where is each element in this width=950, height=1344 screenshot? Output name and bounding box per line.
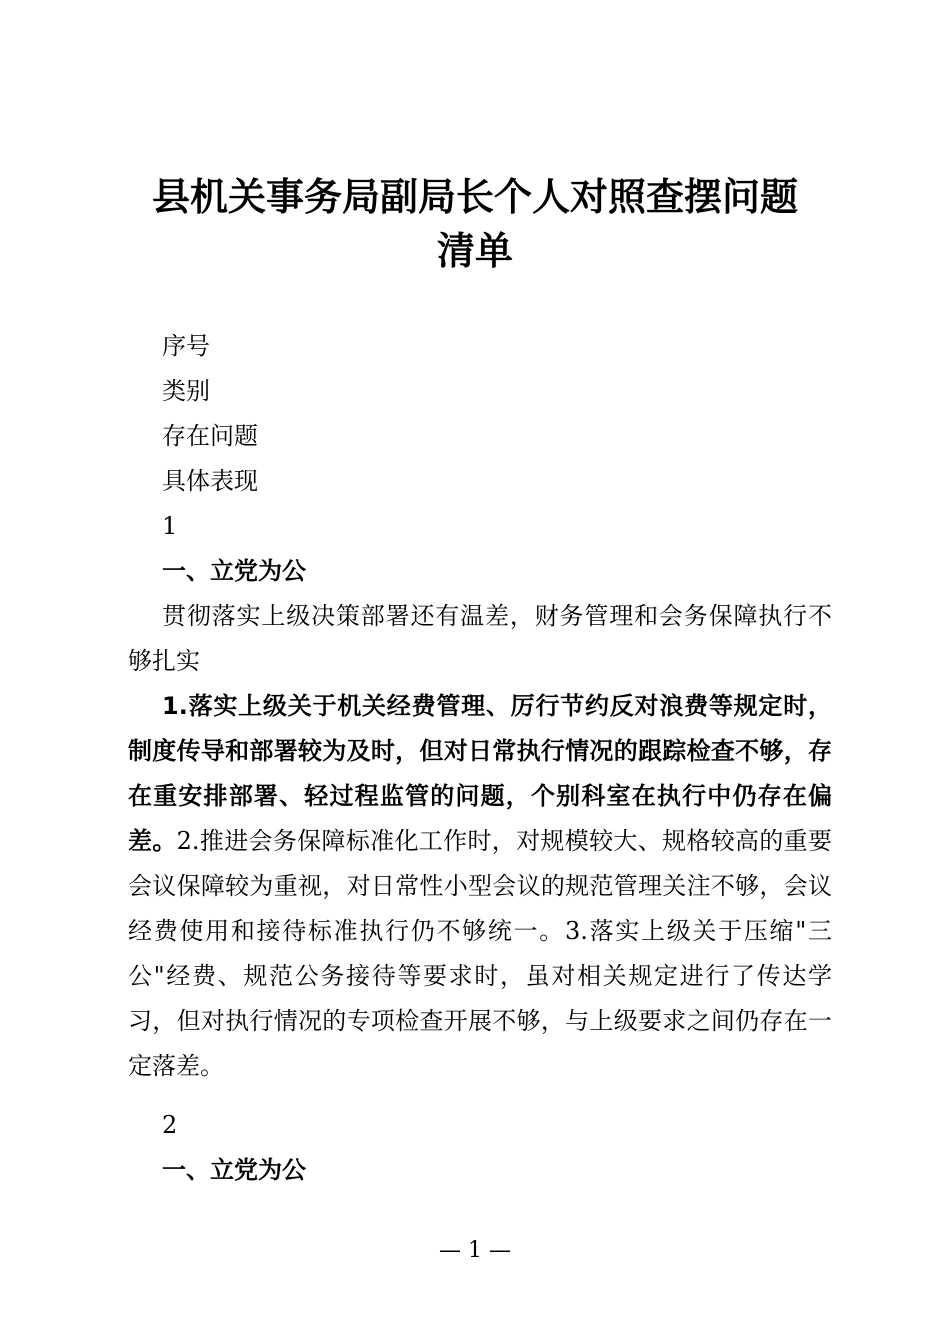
- row-2-number: 2: [162, 1111, 178, 1139]
- header-detail: 具体表现: [162, 467, 258, 495]
- row-1-category: 一、立党为公: [162, 557, 306, 585]
- row-1-detail: [128, 684, 832, 1089]
- title-line-1: 县机关事务局副局长个人对照查摆问题: [151, 175, 798, 219]
- header-number: 序号: [162, 332, 210, 360]
- row-1-detail-bold: 1.落实上级关于机关经费管理、厉行节约反对浪费等规定时，制度传导和部署较为及时，但对日常执行情况的跟踪检查不够，存在重安排部署、轻过程监管的问题，个别科室在执行中仍存在偏差。: [128, 692, 832, 855]
- header-category: 类别: [162, 377, 210, 405]
- row-2-category: 一、立党为公: [162, 1156, 306, 1184]
- document-title: [100, 170, 850, 278]
- page-number: — 1 —: [439, 1238, 511, 1263]
- document-body: [128, 324, 832, 1193]
- title-line-2: 清单: [436, 229, 513, 273]
- header-problem: 存在问题: [162, 422, 258, 450]
- row-1-detail-rest: 2.推进会务保障标准化工作时，对规模较大、规格较高的重要会议保障较为重视，对日常性小型会议的规范管理关注不够，会议经费使用和接待标准执行仍不够统一。3.落实上级关于压缩"三公"经费、规范公务接待等要求时，虽对相关规定进行了传达学习，但对执行情况的专项检查开展不够，与上级要求之间仍存在一定落差。: [128, 827, 832, 1080]
- row-1-problem: 贯彻落实上级决策部署还有温差，财务管理和会务保障执行不够扎实: [128, 602, 832, 675]
- row-1-number: 1: [162, 512, 178, 540]
